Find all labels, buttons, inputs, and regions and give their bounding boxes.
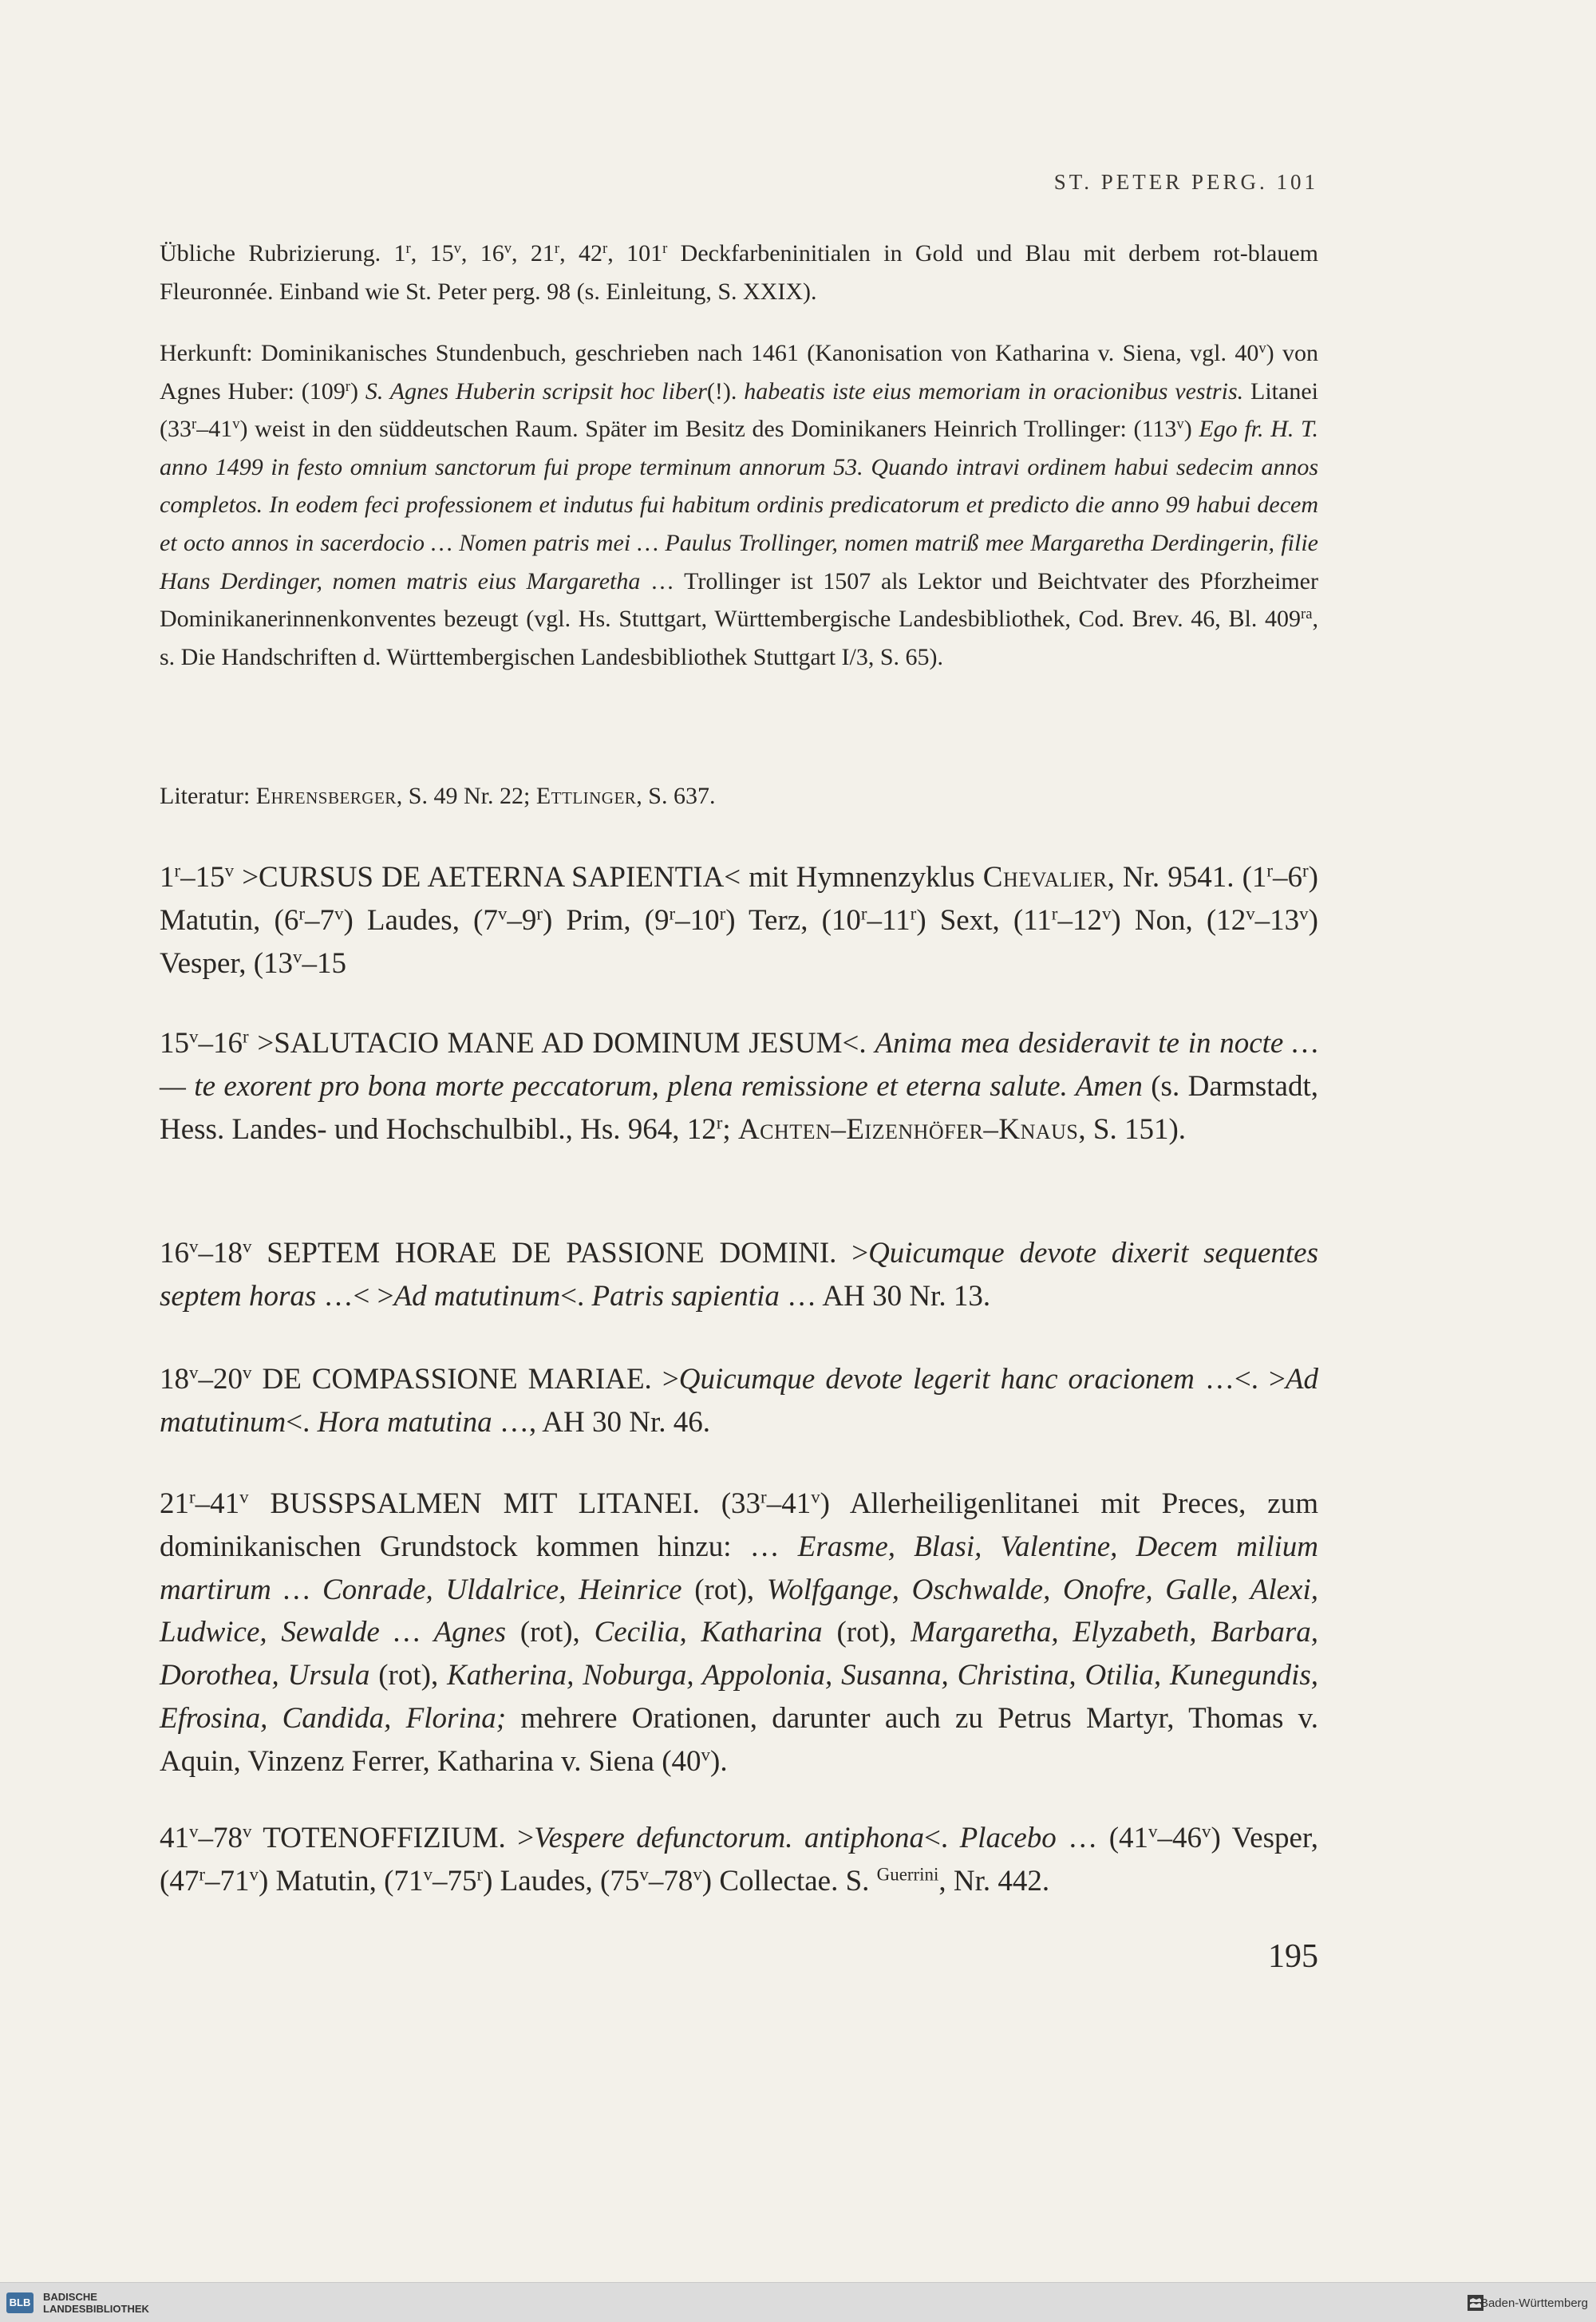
blb-library-name[interactable]: BADISCHE LANDESBIBLIOTHEK — [43, 2291, 149, 2315]
paragraph-literatur: Literatur: Ehrensberger, S. 49 Nr. 22; Ettlinger, S. 637. — [160, 783, 716, 809]
viewer-footer-bar — [0, 2282, 1596, 2322]
entry-salutacio: $15^v-16^r$ >SALUTACIO MANE AD DOMINUM JESUM<. Anima mea desideravit te in nocte … — te exorent pro bona morte peccatorum, plena remissione et eterna salute. Amen (s. Darmstadt, Hess. Landes- und Hochschulbibl., Hs. 964, 12$^r$; Achten–Eizenhöfer–Knaus, S. 151). — [160, 1026, 1319, 1146]
running-head: ST. PETER PERG. 101 — [1053, 170, 1318, 194]
entry-cursus: $1^r-15^v$ >CURSUS DE AETERNA SAPIENTIA< mit Hymnenzyklus Chevalier, Nr. 9541. (1$^r$–6$^r$) Matutin, (6$^r$–7$^v$) Laudes, (7$^v$–9$^r$) Prim, (9$^r$–10$^r$) Terz, (10$^r$–11$^r$) Sext, (11$^r$–12$^v$) Non, (12$^v$–13$^v$) Vesper, (13$^v$–15 — [160, 860, 1318, 980]
entry-septem-horae: 16$^v$–18$^v$ SEPTEM HORAE DE PASSIONE DOMINI. >Quicumque devote dixerit sequentes septem horas …< >Ad matutinum<. Patris sapientia … AH 30 Nr. 13. — [160, 1236, 1319, 1313]
entry-busspsalmen: 21$^r$–41$^v$ BUSSPSALMEN MIT LITANEI. (33$^r$–41$^v$) Allerheiligenlitanei mit Preces, zum dominikanischen Grundstock kommen hinzu: … Erasme, Blasi, Valentine, Decem milium martirum … Conrade, Uldalrice, Heinrice (rot), Wolfgange, Oschwalde, Onofre, Galle, Alexi, Ludwice, Sewalde … Agnes (rot), Cecilia, Katharina (rot), Margaretha, Elyzabeth, Barbara, Dorothea, Ursula (rot), Katherina, Noburga, Appolonia, Susanna, Christina, Otilia, Kunegundis, Efrosina, Candida, Florina; mehrere Orationen, darunter auch zu Petrus Martyr, Thomas v. Aquin, Vinzenz Ferrer, Katharina v. Siena (40$^v$). — [160, 1487, 1319, 1778]
baden-wuerttemberg-name[interactable]: Baden-Württemberg — [1479, 2296, 1588, 2310]
paragraph-rubrizierung: Übliche Rubrizierung. 1$^r$, 15$^v$, 16$^v$, 21$^r$, 42$^r$, 101$^r$ Deckfarbeninitialen in Gold und Blau mit derbem rot-blauem Fleuronnée. Einband wie St. Peter perg. 98 (s. Einleitung, S. XXIX). — [160, 239, 1319, 305]
entry-totenoffizium: 41$^v$–78$^v$ TOTENOFFIZIUM. >Vespere defunctorum. antiphona<. Placebo … (41$^v$–46$^v$) Vesper, (47$^r$–71$^v$) Matutin, (71$^v$–75$^r$) Laudes, (75$^v$–78$^v$) Collectae. S. $^{Guerrini}$, Nr. 442. — [160, 1821, 1319, 1897]
blb-logo-icon[interactable]: BLB — [6, 2292, 34, 2313]
entry-compassione: 18$^v$–20$^v$ DE COMPASSIONE MARIAE. >Quicumque devote legerit hanc oracionem …<. >Ad matutinum<. Hora matutina …, AH 30 Nr. 46. — [160, 1362, 1318, 1439]
page-number: 195 — [1268, 1938, 1318, 1975]
paragraph-herkunft: Herkunft: Dominikanisches Stundenbuch, geschrieben nach 1461 (Kanonisation von Katharina v. Siena, vgl. 40$^v$) von Agnes Huber: (109$^r$) S. Agnes Huberin scripsit hoc liber(!). habeatis iste eius memoriam in oracionibus vestris. Litanei (33$^r$–41$^v$) weist in den süddeutschen Raum. Später im Besitz des Dominikaners Heinrich Trollinger: (113$^v$) Ego fr. H. T. anno 1499 in festo omnium sanctorum fui prope terminum annorum 53. Quando intravi ordinem habui sedecim annos completos. In eodem feci professionem et indutus fui habitum ordinis predicatorum et predicto die anno 99 habui decem et octo annos in sacerdocio … Nomen patris mei … Paulus Trollinger, nomen matriß mee Margaretha Derdingerin, filie Hans Derdinger, nomen matris eius Margaretha … Trollinger ist 1507 als Lektor und Beichtvater des Pforzheimer Dominikanerinnenkonventes bezeugt (vgl. Hs. Stuttgart, Württembergische Landesbibliothek, Cod. Brev. 46, Bl. $409^{ra}$, s. Die Handschriften d. Württembergischen Landesbibliothek Stuttgart I/3, S. 65). — [160, 339, 1318, 670]
